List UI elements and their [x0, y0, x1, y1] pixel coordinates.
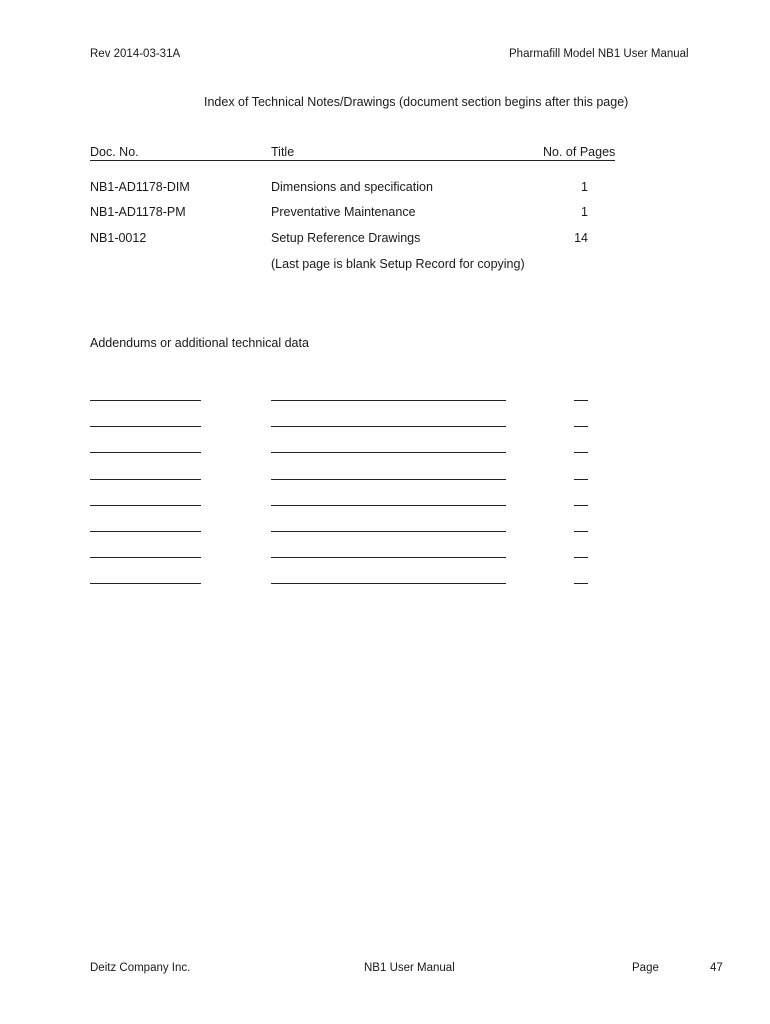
blank-title-line: [271, 426, 506, 427]
blank-doc-no-line: [90, 505, 201, 506]
blank-title-line: [271, 583, 506, 584]
doc-pages: 14: [574, 231, 588, 245]
doc-title: Preventative Maintenance: [271, 205, 416, 219]
header-revision: Rev 2014-03-31A: [90, 48, 181, 60]
blank-title-line: [271, 479, 506, 480]
column-header-doc-no: Doc. No.: [90, 145, 271, 161]
blank-doc-no-line: [90, 531, 201, 532]
blank-pages-line: [574, 583, 588, 584]
blank-pages-line: [574, 452, 588, 453]
blank-pages-line: [574, 505, 588, 506]
doc-title: Setup Reference Drawings: [271, 231, 421, 245]
blank-title-line: [271, 400, 506, 401]
doc-number: NB1-AD1178-PM: [90, 205, 186, 219]
doc-pages: 1: [581, 205, 588, 219]
footer-page-number: 47: [710, 962, 723, 974]
column-header-pages: No. of Pages: [543, 145, 616, 159]
blank-pages-line: [574, 426, 588, 427]
blank-pages-line: [574, 531, 588, 532]
blank-doc-no-line: [90, 557, 201, 558]
blank-pages-line: [574, 479, 588, 480]
blank-pages-line: [574, 400, 588, 401]
doc-title: Dimensions and specification: [271, 180, 433, 194]
doc-pages: 1: [581, 180, 588, 194]
blank-doc-no-line: [90, 400, 201, 401]
footer-manual: NB1 User Manual: [364, 962, 455, 974]
blank-title-line: [271, 557, 506, 558]
addendums-heading: Addendums or additional technical data: [90, 336, 309, 350]
doc-number: NB1-AD1178-DIM: [90, 180, 190, 194]
blank-title-line: [271, 452, 506, 453]
blank-doc-no-line: [90, 426, 201, 427]
footer-page-label: Page: [632, 962, 659, 974]
footer-company: Deitz Company Inc.: [90, 962, 191, 974]
blank-pages-line: [574, 557, 588, 558]
blank-doc-no-line: [90, 479, 201, 480]
blank-doc-no-line: [90, 452, 201, 453]
table-note: (Last page is blank Setup Record for copying): [271, 257, 525, 271]
header-manual-title: Pharmafill Model NB1 User Manual: [509, 48, 689, 60]
column-header-title: Title: [271, 145, 543, 161]
index-title: Index of Technical Notes/Drawings (document section begins after this page): [204, 95, 629, 109]
blank-title-line: [271, 531, 506, 532]
doc-number: NB1-0012: [90, 231, 147, 245]
blank-doc-no-line: [90, 583, 201, 584]
blank-title-line: [271, 505, 506, 506]
